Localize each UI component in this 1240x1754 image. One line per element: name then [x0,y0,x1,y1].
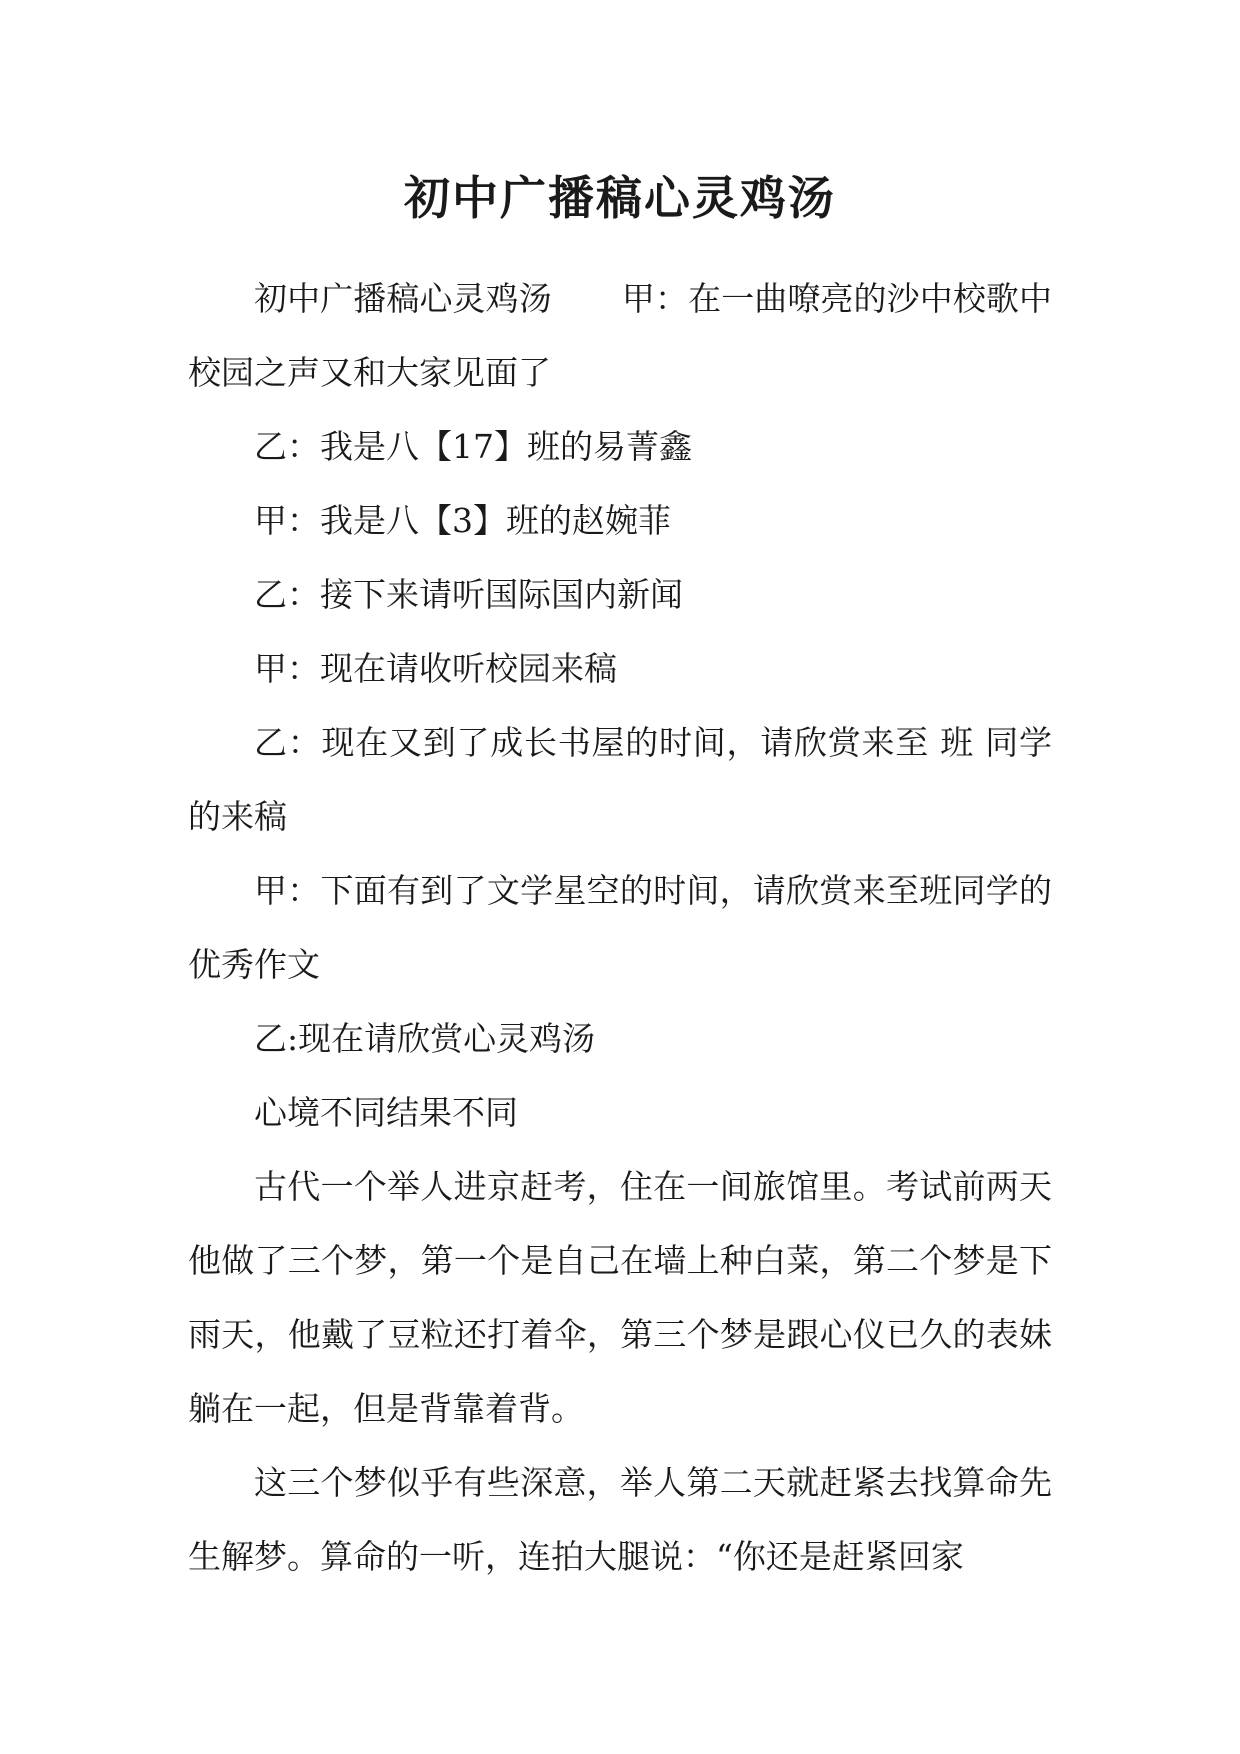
paragraph: 甲：我是八【3】班的赵婉菲 [254,501,671,540]
document-title: 初中广播稿心灵鸡汤 [404,171,836,225]
paragraph: 甲：现在请收听校园来稿 [254,649,617,688]
intro-lead: 初中广播稿心灵鸡汤 [254,279,552,318]
paragraph: 古代一个举人进京赶考，住在一间旅馆里。考试前两天他做了三个梦，第一个是自己在墙上种白菜，第二个梦是下雨天，他戴了豆粒还打着伞，第三个梦是跟心仪已久的表妹躺在一起，但是背靠着背。 [188,1167,1052,1428]
document-body [188,262,1052,1594]
paragraph: 甲：下面有到了文学星空的时间，请欣赏来至班同学的优秀作文 [188,871,1052,984]
story-heading: 心境不同结果不同 [254,1093,518,1132]
paragraph: 乙：我是八【17】班的易菁鑫 [254,427,692,466]
paragraph: 乙:现在请欣赏心灵鸡汤 [254,1019,596,1058]
paragraph: 乙：接下来请听国际国内新闻 [254,575,683,614]
paragraph: 乙：现在又到了成长书屋的时间，请欣赏来至 班 同学的来稿 [188,723,1052,836]
paragraph: 这三个梦似乎有些深意，举人第二天就赶紧去找算命先生解梦。算命的一听，连拍大腿说：“你还是赶紧回家 [188,1463,1052,1576]
intro-paragraph [188,262,1052,410]
intro-rest: 甲：在一曲嘹亮的沙中校歌中校园之声又和大家见面了 [188,279,1053,392]
